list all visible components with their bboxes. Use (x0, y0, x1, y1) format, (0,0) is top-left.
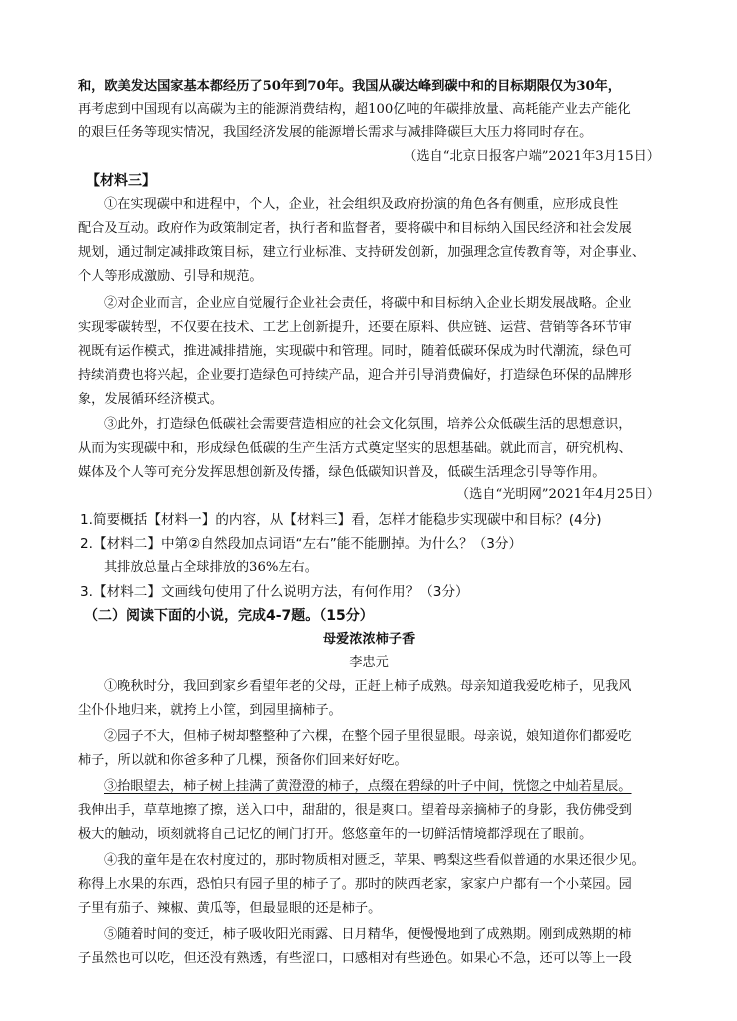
paragraph-line: 称得上水果的东西，恐怕只有园子里的柿子了。那时的陕西老家，家家户户都有一个小菜园。园 (78, 877, 632, 892)
paragraph-line: 的艰巨任务等现实情况，我国经济发展的能源增长需求与减排降碳巨大压力将同时存在。 (78, 125, 593, 140)
paragraph-line: 配合及互动。政府作为政策制定者，执行者和监督者，要将碳中和目标纳入国民经济和社会发展 (78, 221, 632, 236)
paragraph-line: 和，欧美发达国家基本都经历了50年到70年。我国从碳达峰到碳中和的目标期限仅为30年， (78, 79, 621, 94)
paragraph-line: 实现零碳转型，不仅要在技术、工艺上创新提升，还要在原料、供应链、运营、营销等各环节审 (78, 320, 632, 335)
paragraph-line: 子虽然也可以吃，但还没有熟透，有些涩口，口感相对有些逊色。如果心不急，还可以等上一段 (78, 951, 632, 966)
paragraph-line: ④我的童年是在农村度过的，那时物质相对匮乏，苹果、鸭梨这些看似普通的水果还很少见。 (104, 853, 645, 868)
paragraph-line: ②对企业而言，企业应自觉履行企业社会责任，将碳中和目标纳入企业长期发展战略。企业 (104, 296, 632, 311)
section-heading: （二）阅读下面的小说，完成4-7题。（15分） (84, 608, 374, 624)
paragraph-line: 媒体及个人等可充分发挥思想创新及传播，绿色低碳知识普及，低碳生活理念引导等作用。 (78, 465, 606, 480)
question-2: 2.【材料二】中第②自然段加点词语“左右”能不能删掉。为什么？（3分） (80, 536, 523, 552)
paragraph-line: 个人等形成激励、引导和规范。 (78, 269, 263, 284)
question-3: 3.【材料二】文画线句使用了什么说明方法，有何作用？（3分） (80, 584, 469, 600)
paragraph-line: ②园子不大，但柿子树却整整种了六棵，在整个园子里很显眼。母亲说，娘知道你们都爱吃 (104, 729, 632, 744)
paragraph-line: 再考虑到中国现有以高碳为主的能源消费结构，超100亿吨的年碳排放量、高耗能产业去产能化 (78, 102, 631, 117)
paragraph-line: ①在实现碳中和进程中，个人，企业，社会组织及政府扮演的角色各有侧重，应形成良性 (104, 197, 619, 212)
paragraph-line: 规划，通过制定减排政策目标，建立行业标准、支持研发创新，加强理念宣传教育等，对企事业、 (78, 245, 646, 260)
story-author: 李忠元 (349, 655, 389, 670)
paragraph-line: ⑤随着时间的变迁，柿子吸收阳光雨露、日月精华，便慢慢地到了成熟期。刚到成熟期的柿 (104, 927, 632, 942)
paragraph-line: 持续消费也将兴起，企业要打造绿色可持续产品，迎合并引导消费偏好，打造绿色环保的品牌形 (78, 368, 632, 383)
underlined-sentence: ③抬眼望去，柿子树上挂满了黄澄澄的柿子，点缀在碧绿的叶子中间，恍惚之中灿若星辰。 (104, 779, 632, 794)
source-citation: （选自“北京日报客户端”2021年3月15日） (403, 149, 660, 164)
paragraph-line: ③此外，打造绿色低碳社会需要营造相应的社会文化氛围，培养公众低碳生活的思想意识， (104, 417, 632, 432)
paragraph-line: 视既有运作模式，推进减排措施，实现碳中和管理。同时，随着低碳环保成为时代潮流，绿色可 (78, 344, 632, 359)
story-title: 母爱浓浓柿子香 (322, 632, 416, 647)
paragraph-line: 尘仆仆地归来，就挎上小筐，到园里摘柿子。 (78, 703, 342, 718)
paragraph-line: 我伸出手，草草地擦了擦，送入口中，甜甜的，很是爽口。望着母亲摘柿子的身影，我仿佛受到 (78, 803, 632, 818)
paragraph-line: ①晚秋时分，我回到家乡看望年老的父母，正赶上柿子成熟。母亲知道我爱吃柿子，见我风 (104, 679, 632, 694)
question-1: 1.简要概括【材料一】的内容，从【材料三】看，怎样才能稳步实现碳中和目标？(4分) (80, 512, 602, 528)
paragraph-line: 象，发展循环经济模式。 (78, 392, 224, 407)
paragraph-line: 子里有茄子、辣椒、黄瓜等，但最显眼的还是柿子。 (78, 901, 382, 916)
paragraph-line: 从而为实现碳中和，形成绿色低碳的生产生活方式奠定坚实的思想基础。就此而言，研究机构、 (78, 441, 632, 456)
source-citation: （选自“光明网”2021年4月25日） (455, 487, 660, 502)
paragraph-line: 柿子，所以就和你爸多种了几棵，预备你们回来好好吃。 (78, 753, 408, 768)
question-2-quote: 其排放总量占全球排放的36%左右。 (104, 560, 318, 575)
paragraph-line: 极大的触动，顷刻就将自己记忆的闸门打开。悠悠童年的一切鲜活情境都浮现在了眼前。 (78, 827, 593, 842)
material-heading: 【材料三】 (86, 173, 156, 189)
